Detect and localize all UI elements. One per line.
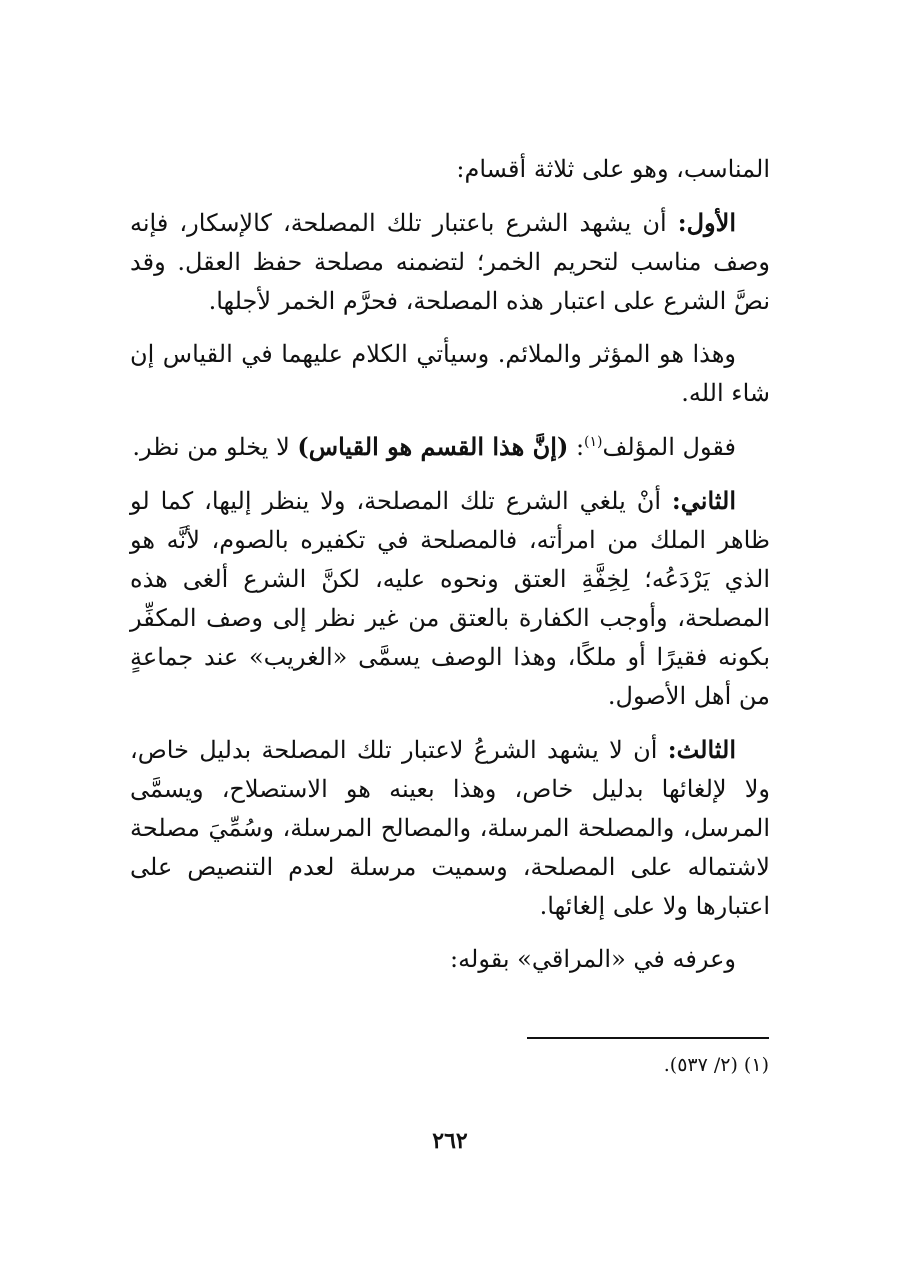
paragraph-maraqi: وعرفه في «المراقي» بقوله: <box>450 945 736 973</box>
footnote-divider <box>527 1037 769 1039</box>
third-type-text: أن لا يشهد الشرعُ لاعتبار تلك المصلحة بدليل خاص، ولا لإلغائها بدليل خاص، وهذا بعينه هو الاستصلاح، ويسمَّى المرسل، والمصلحة المرسلة، والمصالح المرسلة، وسُمِّيَ مصلحة لاشتماله على المصلحة، وسميت مرسلة لعدم التنصيص على اعتبارها ولا على إلغائها. <box>130 736 770 920</box>
paragraph-muathir: وهذا هو المؤثر والملائم. وسيأتي الكلام عليهما في القياس إن شاء الله. <box>130 340 770 407</box>
author-statement-after: لا يخلو من نظر. <box>132 433 298 461</box>
page-number: ٢٦٢ <box>432 1128 468 1154</box>
paragraph-author-statement <box>130 427 770 467</box>
paragraph-intro: المناسب، وهو على ثلاثة أقسام: <box>456 155 770 183</box>
paragraph-first-type <box>130 203 770 321</box>
paragraph-third-type <box>130 730 770 926</box>
author-statement-colon: : <box>568 433 585 461</box>
first-type-text: أن يشهد الشرع باعتبار تلك المصلحة، كالإسكار، فإنه وصف مناسب لتحريم الخمر؛ لتضمنه مصلحة حفظ العقل. وقد نصَّ الشرع على اعتبار هذه المصلحة، فحرَّم الخمر لأجلها. <box>130 209 770 315</box>
footnote-reference[interactable]: (١) <box>584 434 603 450</box>
paragraph-second-type <box>130 481 770 716</box>
second-type-text: أنْ يلغي الشرع تلك المصلحة، ولا ينظر إليها، كما لو ظاهر الملك من امرأته، فالمصلحة في تكفيره بالصوم، لأنَّه هو الذي يَرْدَعُه؛ لِخِفَّةِ العتق ونحوه عليه، لكنَّ الشرع ألغى هذه المصلحة، وأوجب الكفارة بالعتق من غير نظر إلى وصف المكفِّر بكونه فقيرًا أو ملكًا، وهذا الوصف يسمَّى «الغريب» عند جماعةٍ من أهل الأصول. <box>130 487 770 710</box>
third-type-label: الثالث: <box>667 735 736 764</box>
first-type-label: الأول: <box>677 208 736 237</box>
second-type-label: الثاني: <box>671 486 736 515</box>
footnote-text: (١) (٢/ ٥٣٧). <box>663 1054 769 1076</box>
author-statement-before: فقول المؤلف <box>602 433 736 461</box>
main-text <box>130 150 770 993</box>
author-quote: (إنَّ هذا القسم هو القياس) <box>297 432 569 461</box>
